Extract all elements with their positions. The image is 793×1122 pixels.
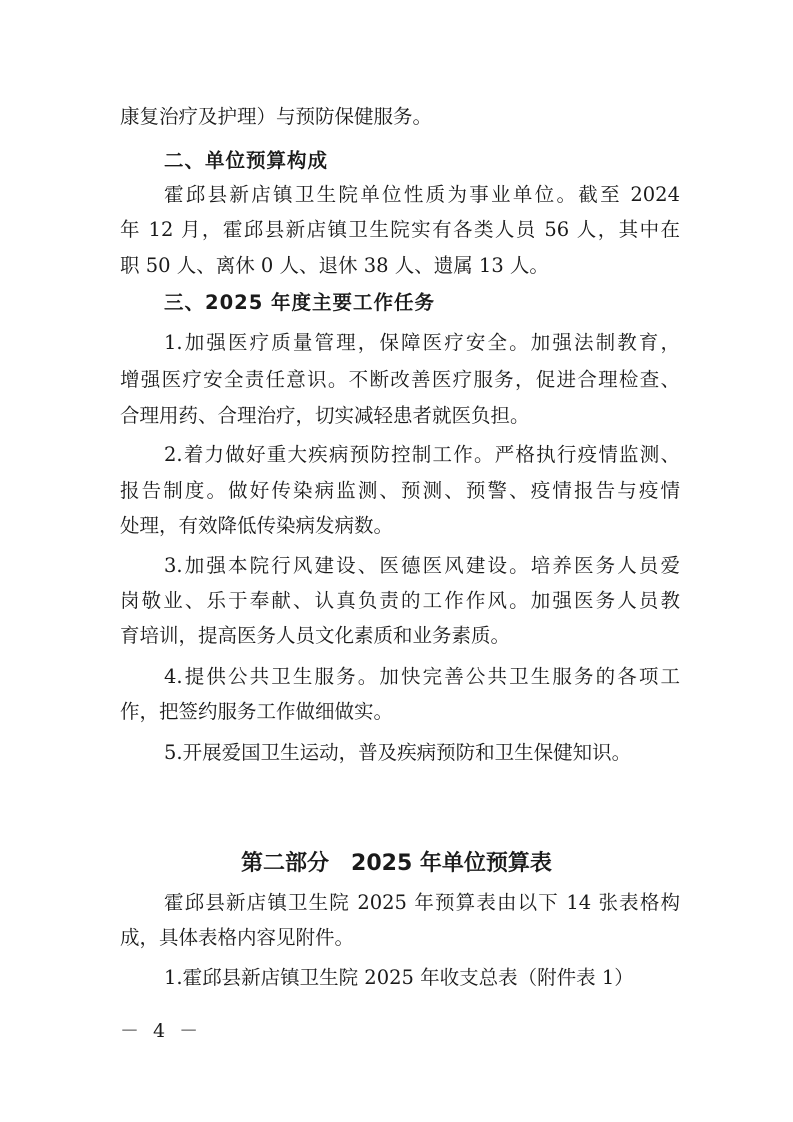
paragraph-line: 育培训，提高医务人员文化素质和业务素质。 [120, 624, 511, 647]
paragraph-line: 2.着力做好重大疾病预防控制工作。严格执行疫情监测、 [164, 443, 680, 466]
part-two-title: 第二部分 2025 年单位预算表 [241, 851, 552, 876]
paragraph-line: 成，具体表格内容见附件。 [120, 926, 355, 949]
paragraph-line: 霍邱县新店镇卫生院单位性质为事业单位。截至 2024 [164, 183, 680, 206]
paragraph-line: 1.加强医疗质量管理，保障医疗安全。加强法制教育， [164, 331, 680, 354]
paragraph-line: 职 50 人、离休 0 人、退休 38 人、遗属 13 人。 [120, 254, 549, 277]
page-number: － 4 － [120, 1020, 203, 1042]
paragraph-line: 增强医疗安全责任意识。不断改善医疗服务，促进合理检查、 [120, 368, 680, 391]
paragraph-line: 报告制度。做好传染病监测、预测、预警、疫情报告与疫情 [120, 479, 680, 502]
paragraph-line: 3.加强本院行风建设、医德医风建设。培养医务人员爱 [164, 554, 680, 577]
paragraph-line: 年 12 月，霍邱县新店镇卫生院实有各类人员 56 人，其中在 [120, 218, 680, 241]
paragraph-line: 康复治疗及护理）与预防保健服务。 [120, 105, 433, 128]
paragraph-line: 作，把签约服务工作做细做实。 [120, 700, 394, 723]
paragraph-line: 霍邱县新店镇卫生院 2025 年预算表由以下 14 张表格构 [164, 891, 680, 914]
paragraph-line: 5.开展爱国卫生运动，普及疾病预防和卫生保健知识。 [164, 741, 632, 764]
paragraph-line: 处理，有效降低传染病发病数。 [120, 514, 394, 537]
section-heading-main-tasks: 三、2025 年度主要工作任务 [164, 291, 436, 314]
paragraph-line: 1.霍邱县新店镇卫生院 2025 年收支总表（附件表 1） [164, 966, 634, 989]
paragraph-line: 合理用药、合理治疗，切实减轻患者就医负担。 [120, 404, 530, 427]
section-heading-budget-composition: 二、单位预算构成 [164, 149, 329, 172]
paragraph-line: 4.提供公共卫生服务。加快完善公共卫生服务的各项工 [164, 665, 680, 688]
paragraph-line: 岗敬业、乐于奉献、认真负责的工作作风。加强医务人员教 [120, 589, 680, 612]
